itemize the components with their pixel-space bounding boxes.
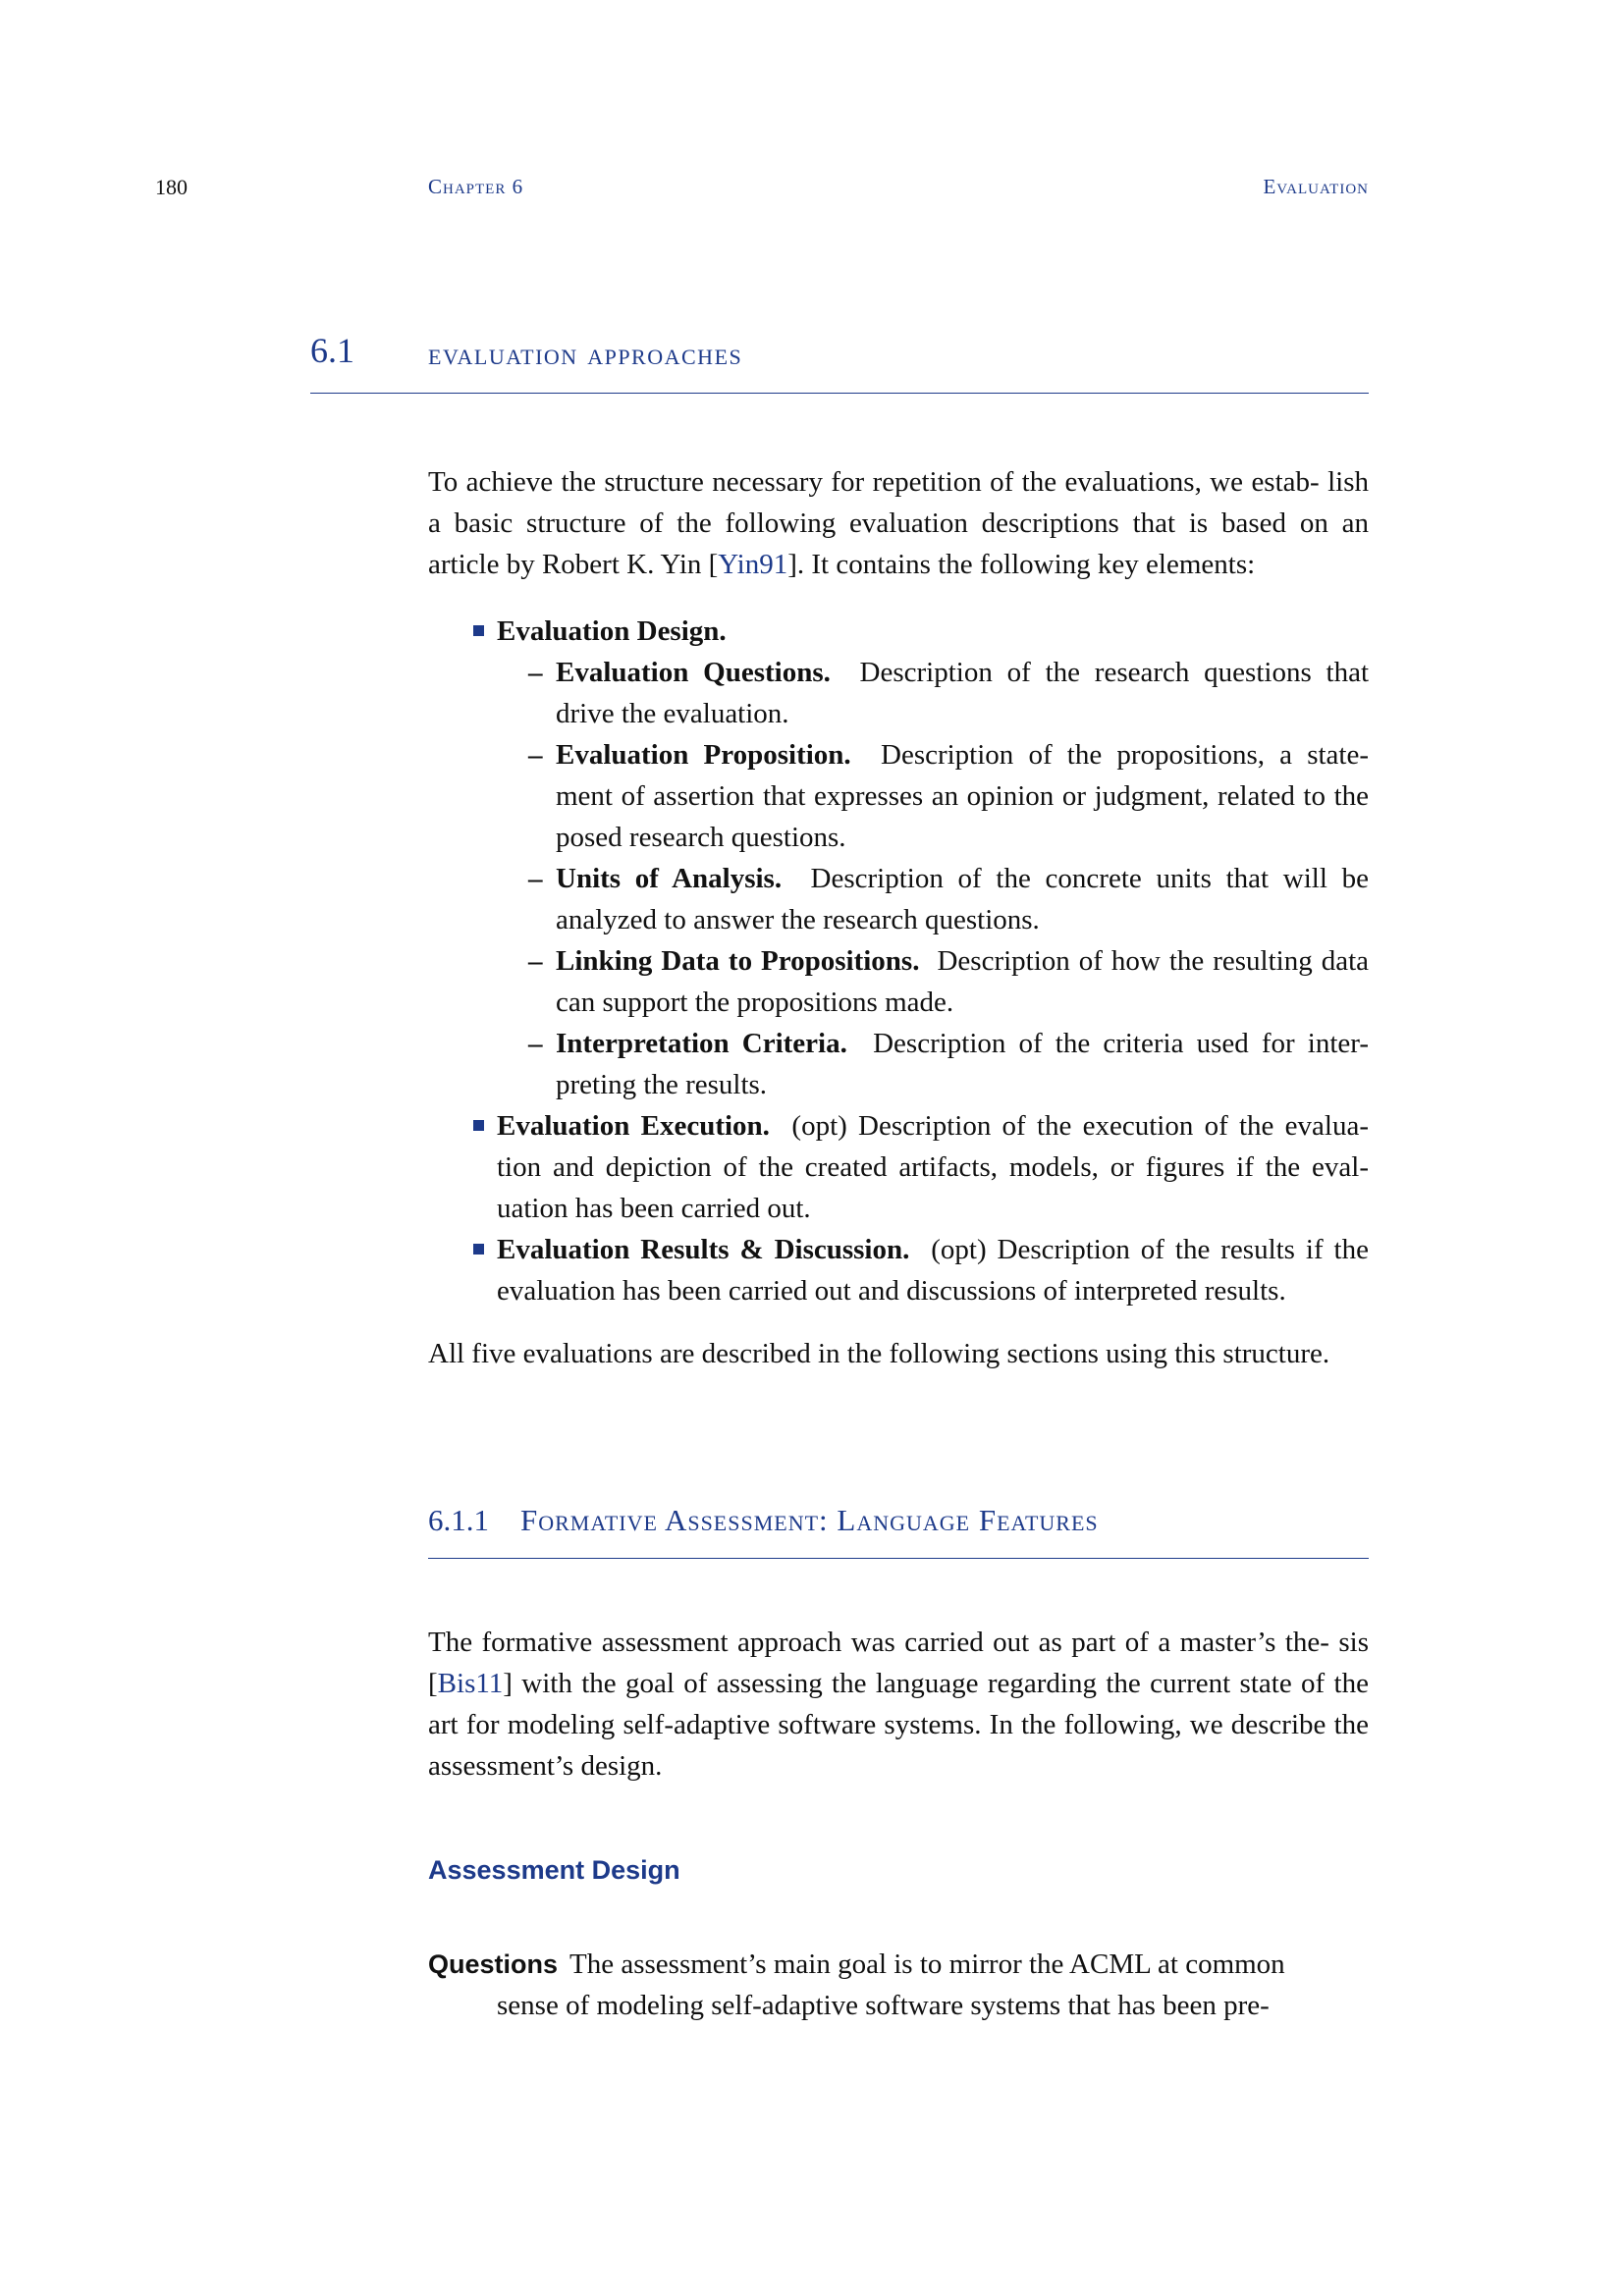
- intro-line: To achieve the structure necessary for repetition of the evaluations, we estab-: [428, 466, 1320, 498]
- subsection-title: Formative Assessment: Language Features: [520, 1503, 1099, 1537]
- dash-bullet-icon: –: [528, 739, 543, 771]
- paragraph-heading: Assessment Design: [428, 1855, 680, 1885]
- sublist-item-label: Linking Data to Propositions.: [556, 945, 920, 977]
- subsection-paragraph: [428, 1622, 1369, 1787]
- sublist-item-text: Description of the propositions, a state- ment of assertion that expresses an opinion or judgment, related to the posed research questions.: [556, 739, 1370, 853]
- sublist-item-label: Evaluation Proposition.: [556, 739, 851, 771]
- questions-paragraph: [428, 1944, 1369, 2026]
- section-heading: [310, 330, 1369, 394]
- paragraph-text: The formative assessment approach was carried out as part of a master’s the- sis [: [428, 1627, 1369, 1699]
- sublist-item: [497, 734, 1369, 858]
- sublist-item-text: Description of the criteria used for inter- preting the results.: [556, 1028, 1369, 1100]
- dash-bullet-icon: –: [528, 863, 543, 894]
- square-bullet-icon: [473, 1244, 484, 1255]
- sublist-item: [497, 1023, 1369, 1105]
- section-title: evaluation approaches: [428, 336, 743, 371]
- dash-bullet-icon: –: [528, 657, 543, 688]
- list-item-evaluation-results: [428, 1229, 1369, 1311]
- sublist-item: [497, 858, 1369, 940]
- running-head-title: Evaluation: [1263, 175, 1369, 198]
- list-item-evaluation-design: [428, 611, 1369, 1105]
- sublist-item: [497, 652, 1369, 734]
- list-item-text: (opt) Description of the results if the evaluation has been carried out and discussions of interpreted results.: [497, 1234, 1369, 1307]
- list-item-label: Evaluation Design.: [497, 615, 727, 647]
- sublist-item-text: Description of the research questions that drive the evaluation.: [556, 657, 1370, 729]
- intro-line: lish a basic structure of the following evaluation descriptions that is based on: [428, 466, 1369, 539]
- subsection-heading: [428, 1503, 1369, 1559]
- dash-bullet-icon: –: [528, 945, 543, 977]
- square-bullet-icon: [473, 625, 484, 636]
- key-elements-list: [428, 611, 1369, 1311]
- page-number: 180: [155, 175, 188, 199]
- design-sublist: [497, 652, 1369, 1105]
- intro-line: ]. It contains the following key elements:: [787, 549, 1256, 580]
- list-item-evaluation-execution: [428, 1105, 1369, 1229]
- intro-line: an article by Robert K. Yin [: [428, 507, 1369, 580]
- sublist-item-text: Description of the concrete units that will be analyzed to answer the research questions.: [556, 863, 1369, 935]
- intro-paragraph: [428, 461, 1369, 585]
- questions-label: Questions: [428, 1949, 559, 1979]
- subsection-number: 6.1.1: [428, 1503, 489, 1537]
- citation-link-yin91[interactable]: Yin91: [718, 549, 788, 580]
- square-bullet-icon: [473, 1120, 484, 1131]
- questions-first-line: [428, 1944, 1369, 1985]
- questions-second-line: sense of modeling self-adaptive software systems that has been pre-: [497, 1990, 1270, 2021]
- dash-bullet-icon: –: [528, 1028, 543, 1059]
- section-number: 6.1: [310, 331, 354, 370]
- sublist-item-label: Interpretation Criteria.: [556, 1028, 847, 1059]
- questions-text: The assessment’s main goal is to mirror the ACML at common: [569, 1949, 1285, 1980]
- sublist-item-label: Units of Analysis.: [556, 863, 783, 894]
- sublist-item: [497, 940, 1369, 1023]
- list-item-label: Evaluation Results & Discussion.: [497, 1234, 910, 1265]
- paragraph-text: ] with the goal of assessing the language regarding the current state of the art for modeling self-adaptive software systems. In the following, we describe the assessment’s design.: [428, 1668, 1369, 1782]
- sublist-item-label: Evaluation Questions.: [556, 657, 831, 688]
- list-item-text: (opt) Description of the execution of the evalua- tion and depiction of the created artifacts, models, or figures if the eval- uation has been carried out.: [497, 1110, 1369, 1224]
- sublist-item-text: Description of how the resulting data can support the propositions made.: [556, 945, 1370, 1018]
- summary-paragraph: All five evaluations are described in the following sections using this structure.: [428, 1338, 1330, 1369]
- list-item-label: Evaluation Execution.: [497, 1110, 770, 1142]
- citation-link-bis11[interactable]: Bis11: [437, 1668, 504, 1699]
- running-head-chapter: Chapter 6: [428, 175, 524, 198]
